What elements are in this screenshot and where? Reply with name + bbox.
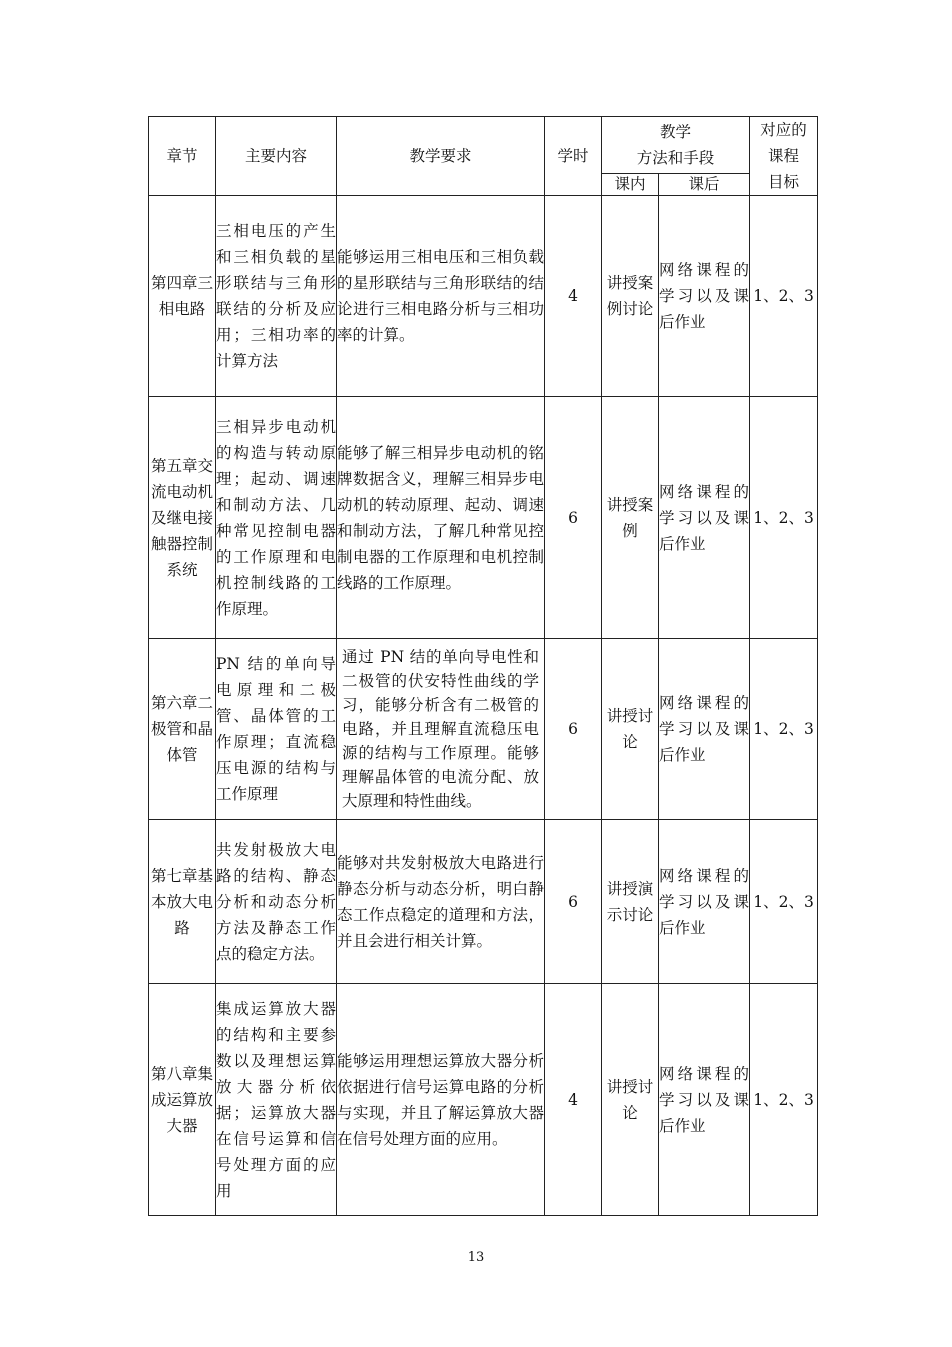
objectives-cell: 1、2、3 (750, 639, 818, 820)
table-row (149, 397, 818, 639)
header-after-class: 课后 (659, 173, 750, 195)
requirement-cell: 能够运用三相电压和三相负载的星形联结与三角形联结的结论进行三相电路分析与三相功率的计算。 (337, 196, 545, 397)
header-objectives-line2: 课程 (768, 147, 800, 165)
header-methods (602, 117, 750, 174)
requirement-cell: 能够了解三相异步电动机的铭牌数据含义，理解三相异步电动机的转动原理、起动、调速和制动方法，了解几种常见控制电器的工作原理和电机控制线路的工作原理。 (337, 397, 545, 639)
objectives-cell: 1、2、3 (750, 820, 818, 984)
hours-cell: 4 (545, 984, 602, 1216)
chapter-cell: 第五章交流电动机及继电接触器控制系统 (149, 397, 216, 639)
hours-cell: 4 (545, 196, 602, 397)
chapter-cell: 第四章三相电路 (149, 196, 216, 397)
after-class-cell: 网络课程的学习以及课后作业 (659, 196, 750, 397)
after-class-cell: 网络课程的学习以及课后作业 (659, 639, 750, 820)
in-class-cell: 讲授讨论 (602, 984, 659, 1216)
objectives-cell: 1、2、3 (750, 397, 818, 639)
content-cell: 集成运算放大器的结构和主要参数以及理想运算放大器分析依据；运算放大器在信号运算和信号处理方面的应用 (216, 984, 337, 1216)
hours-cell: 6 (545, 820, 602, 984)
in-class-cell: 讲授演示讨论 (602, 820, 659, 984)
header-requirement: 教学要求 (337, 117, 545, 196)
table-row (149, 820, 818, 984)
after-class-cell: 网络课程的学习以及课后作业 (659, 984, 750, 1216)
content-cell: PN 结的单向导电原理和二极管、晶体管的工作原理；直流稳压电源的结构与工作原理 (216, 639, 337, 820)
header-in-class: 课内 (602, 173, 659, 195)
objectives-cell: 1、2、3 (750, 196, 818, 397)
requirement-cell: 能够对共发射极放大电路进行静态分析与动态分析，明白静态工作点稳定的道理和方法，并且会进行相关计算。 (337, 820, 545, 984)
hours-cell: 6 (545, 397, 602, 639)
table-row (149, 196, 818, 397)
header-methods-line1: 教学 (660, 122, 692, 141)
header-chapter: 章节 (149, 117, 216, 196)
requirement-cell: 通过 PN 结的单向导电性和二极管的伏安特性曲线的学习，能够分析含有二极管的电路，并且理解直流稳压电源的结构与工作原理。能够理解晶体管的电流分配、放大原理和特性曲线。 (337, 639, 545, 820)
header-methods-line2: 方法和手段 (636, 148, 715, 167)
header-objectives-line3: 目标 (768, 173, 800, 191)
objectives-cell: 1、2、3 (750, 984, 818, 1216)
content-cell: 三相电压的产生和三相负载的星形联结与三角形联结的分析及应用；三相功率的计算方法 (216, 196, 337, 397)
chapter-cell: 第八章集成运算放大器 (149, 984, 216, 1216)
header-content: 主要内容 (216, 117, 337, 196)
content-cell: 三相异步电动机的构造与转动原理；起动、调速和制动方法、几种常见控制电器的工作原理和电机控制线路的工作原理。 (216, 397, 337, 639)
content-cell: 共发射极放大电路的结构、静态分析和动态分析方法及静态工作点的稳定方法。 (216, 820, 337, 984)
in-class-cell: 讲授讨论 (602, 639, 659, 820)
hours-cell: 6 (545, 639, 602, 820)
page-number: 13 (467, 1250, 485, 1265)
syllabus-table (148, 116, 818, 1216)
header-hours: 学时 (545, 117, 602, 196)
chapter-cell: 第七章基本放大电路 (149, 820, 216, 984)
in-class-cell: 讲授案例 (602, 397, 659, 639)
table-row (149, 639, 818, 820)
header-objectives (750, 117, 818, 196)
table-row (149, 984, 818, 1216)
after-class-cell: 网络课程的学习以及课后作业 (659, 820, 750, 984)
in-class-cell: 讲授案例讨论 (602, 196, 659, 397)
header-objectives-line1: 对应的 (760, 121, 807, 139)
chapter-cell: 第六章二极管和晶体管 (149, 639, 216, 820)
after-class-cell: 网络课程的学习以及课后作业 (659, 397, 750, 639)
requirement-cell: 能够运用理想运算放大器分析依据进行信号运算电路的分析与实现，并且了解运算放大器在信号处理方面的应用。 (337, 984, 545, 1216)
